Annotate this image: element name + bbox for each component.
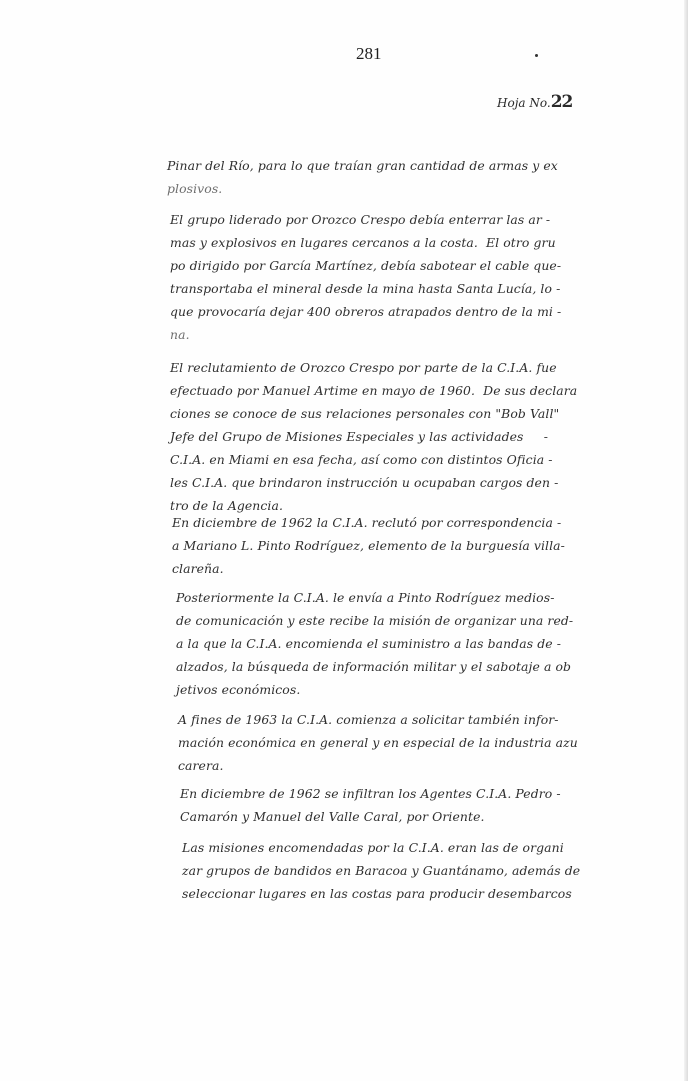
text-line: les C.I.A. que brindaron instrucción u ocupaban cargos den - [170,475,559,490]
text-line: En diciembre de 1962 la C.I.A. reclutó por correspondencia - [172,515,562,530]
text-line: efectuado por Manuel Artime en mayo de 1960. De sus declara [170,383,578,398]
text-line: C.I.A. en Miami en esa fecha, así como con distintos Oficia - [170,452,553,467]
text-line: A fines de 1963 la C.I.A. comienza a solicitar también infor- [178,712,559,727]
text-line: carera. [178,758,224,773]
text-line: mación económica en general y en especial de la industria azu [178,735,578,750]
sheet-number: 22 [550,92,573,112]
text-line: ciones se conoce de sus relaciones personales con "Bob Vall" [170,406,560,421]
text-line: tro de la Agencia. [170,498,284,513]
text-line: transportaba el mineral desde la mina hasta Santa Lucía, lo - [170,281,561,296]
scan-edge-shadow [684,0,688,1081]
page-number: 281 [356,44,382,63]
text-line: a la que la C.I.A. encomienda el suministro a las bandas de - [176,636,561,651]
text-line: plosivos. [167,181,223,196]
text-line: mas y explosivos en lugares cercanos a la costa. El otro gru [170,235,556,250]
text-line: clareña. [172,561,224,576]
text-line: Camarón y Manuel del Valle Caral, por Oriente. [180,809,485,824]
text-line: seleccionar lugares en las costas para producir desembarcos [182,886,572,901]
text-line: El reclutamiento de Orozco Crespo por parte de la C.I.A. fue [170,360,557,375]
text-line: Posteriormente la C.I.A. le envía a Pinto Rodríguez medios- [176,590,555,605]
text-line: alzados, la búsqueda de información militar y el sabotaje a ob [176,659,572,674]
sheet-label-text: Hoja No. [497,96,551,110]
text-line: a Mariano L. Pinto Rodríguez, elemento de la burguesía villa- [172,538,565,553]
text-line: El grupo liderado por Orozco Crespo debía enterrar las ar - [170,212,551,227]
text-line: que provocaría dejar 400 obreros atrapados dentro de la mi - [170,304,562,319]
text-line: na. [170,327,190,342]
text-line: En diciembre de 1962 se infiltran los Agentes C.I.A. Pedro - [180,786,561,801]
text-line: Pinar del Río, para lo que traían gran cantidad de armas y ex [167,158,558,173]
sheet-label [497,92,572,112]
text-line: Las misiones encomendadas por la C.I.A. eran las de organi [182,840,564,855]
ink-dot [535,54,538,57]
text-line: po dirigido por García Martínez, debía sabotear el cable que- [170,258,562,273]
text-line: Jefe del Grupo de Misiones Especiales y las actividades - [170,429,548,444]
text-line: jetivos económicos. [176,682,301,697]
text-line: zar grupos de bandidos en Baracoa y Guantánamo, además de [182,863,581,878]
text-line: de comunicación y este recibe la misión de organizar una red- [176,613,574,628]
